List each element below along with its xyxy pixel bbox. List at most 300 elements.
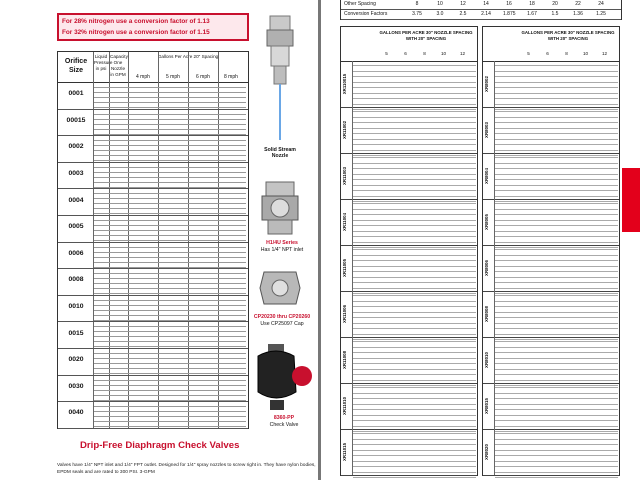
value-line [495, 349, 618, 353]
value-line [495, 147, 618, 151]
check-valve-image [252, 342, 314, 412]
value-line [353, 68, 476, 72]
value-line [495, 176, 618, 180]
value-lines [94, 403, 246, 426]
value-lines [495, 246, 618, 290]
value-line [94, 360, 246, 364]
spacing-conversion-strip [340, 0, 622, 20]
speed-col: 8 [565, 51, 568, 56]
value-line [94, 94, 246, 98]
value-line [353, 130, 476, 134]
nozzle-group [341, 61, 477, 108]
value-line [495, 141, 618, 145]
orifice-size-label: 0010 [68, 303, 84, 311]
value-lines [353, 292, 476, 336]
value-line [495, 344, 618, 348]
value-line [353, 222, 476, 226]
value-line [495, 452, 618, 456]
value-line [353, 436, 476, 440]
nozzle-group-label: XR11008 [342, 350, 347, 370]
notice-line-2: For 32% nitrogen use a conversion factor of 1.15 [62, 29, 210, 36]
value-line [495, 371, 618, 375]
value-line [353, 246, 476, 250]
nozzle-group [341, 199, 477, 246]
value-line [495, 193, 618, 197]
value-line [94, 89, 246, 93]
value-line [94, 307, 246, 311]
value-line [353, 412, 476, 416]
value-line [353, 154, 476, 158]
value-line [353, 228, 476, 232]
value-line [94, 275, 246, 279]
hu-series-nozzle-image [258, 180, 302, 238]
value-line [94, 377, 246, 381]
value-line [495, 119, 618, 123]
strip-value: 1.67 [527, 11, 537, 17]
col-orifice-size: Orifice Size [64, 58, 88, 74]
value-lines [495, 338, 618, 382]
orifice-size-label: 0020 [68, 356, 84, 364]
value-line [495, 377, 618, 381]
value-line [353, 119, 476, 123]
value-lines [94, 164, 246, 187]
value-line [495, 130, 618, 134]
speed-columns [519, 51, 617, 56]
nozzle-group-label-cell [483, 245, 495, 291]
nozzle-group-label-cell [483, 337, 495, 383]
hu-series-title: H1/4U Series [266, 240, 298, 246]
value-line [94, 131, 246, 135]
value-line [94, 387, 246, 391]
value-line [495, 108, 618, 112]
nozzle-group-label-cell [341, 153, 353, 199]
column-separator [318, 0, 321, 480]
nozzle-group-label-cell [341, 245, 353, 291]
nozzle-group-label-cell [483, 383, 495, 429]
value-line [495, 90, 618, 94]
nozzle-group-label: XR11006 [342, 304, 347, 324]
notice-line-1: For 28% nitrogen use a conversion factor of 1.13 [62, 18, 210, 25]
value-line [94, 174, 246, 178]
value-line [353, 200, 476, 204]
nozzle-group-label: XR8010 [484, 352, 489, 368]
nozzle-group-label-cell [341, 291, 353, 337]
sub-col-3: 6 mph [196, 74, 210, 80]
value-line [495, 390, 618, 394]
value-line [94, 217, 246, 221]
value-line [353, 62, 476, 66]
nozzle-group-label-cell [341, 199, 353, 245]
value-line [495, 309, 618, 313]
value-line [353, 136, 476, 140]
value-line [495, 395, 618, 399]
value-line [495, 252, 618, 256]
solid-stream-caption: Solid Stream Nozzle [264, 147, 296, 159]
value-line [94, 111, 246, 115]
value-line [353, 349, 476, 353]
orifice-size-label: 0030 [68, 382, 84, 390]
value-line [94, 392, 246, 396]
value-line [94, 413, 246, 417]
value-line [94, 403, 246, 407]
value-line [353, 395, 476, 399]
value-line [94, 280, 246, 284]
value-lines [94, 137, 246, 160]
value-line [353, 325, 476, 329]
value-line [353, 360, 476, 364]
value-lines [495, 292, 618, 336]
value-lines [94, 190, 246, 213]
nozzle-group-label: XR8008 [484, 306, 489, 322]
value-lines [495, 62, 618, 106]
value-line [353, 125, 476, 129]
value-line [94, 157, 246, 161]
value-line [495, 222, 618, 226]
solid-stream-nozzle-image [257, 12, 303, 142]
value-line [353, 239, 476, 243]
value-line [94, 355, 246, 359]
value-line [495, 412, 618, 416]
orifice-row [58, 162, 248, 190]
value-line [94, 333, 246, 337]
value-line [94, 382, 246, 386]
value-line [94, 317, 246, 321]
gpa-header: GALLONS PER ACRE 30" NOZZLE SPACING WITH 20" SPACING [521, 30, 615, 41]
value-line [495, 279, 618, 283]
value-line [495, 246, 618, 250]
check-valves-description: Valves have 1/4" NPT inlet and 1/4" FPT outlet. Designed for 1/4" spray nozzles to screw right in. They have nylon bodies, EPDM seals and are rated to 300 PSI. 3-GPM [57, 463, 316, 475]
value-line [353, 423, 476, 427]
speed-col: 6 [404, 51, 407, 56]
conversion-factors-label: Conversion Factors [344, 11, 388, 17]
sub-col-4: 8 mph [224, 74, 238, 80]
value-line [94, 99, 246, 103]
value-line [94, 195, 246, 199]
orifice-row [58, 321, 248, 349]
value-line [353, 371, 476, 375]
value-line [94, 338, 246, 342]
nozzle-group-label: XR11003 [342, 166, 347, 186]
orifice-size-label: 0005 [68, 223, 84, 231]
value-line [353, 355, 476, 359]
col-capacity: Capacity One Nozzle in GPM [110, 54, 128, 77]
value-line [94, 205, 246, 209]
value-line [495, 114, 618, 118]
value-line [94, 184, 246, 188]
speed-col: 10 [582, 51, 589, 56]
value-line [94, 190, 246, 194]
value-line [353, 165, 476, 169]
strip-value: 22 [575, 1, 581, 7]
value-lines [94, 270, 246, 293]
strip-value: 20 [552, 1, 558, 7]
value-lines [94, 350, 246, 373]
orifice-size-label: 0002 [68, 143, 84, 151]
nozzle-group [483, 61, 619, 108]
value-line [495, 101, 618, 105]
value-line [495, 441, 618, 445]
orifice-size-label: 0001 [68, 90, 84, 98]
value-line [94, 121, 246, 125]
value-line [353, 279, 476, 283]
strip-value: 1.36 [573, 11, 583, 17]
value-line [353, 292, 476, 296]
value-line [94, 222, 246, 226]
value-line [94, 164, 246, 168]
orifice-row [58, 268, 248, 296]
value-line [495, 314, 618, 318]
value-line [353, 447, 476, 451]
value-line [94, 302, 246, 306]
value-line [353, 171, 476, 175]
value-line [353, 95, 476, 99]
orifice-size-label: 0004 [68, 196, 84, 204]
nozzle-table-left [340, 26, 478, 476]
nozzle-group-label: XR8015 [484, 398, 489, 414]
value-line [353, 193, 476, 197]
speed-col: 5 [385, 51, 388, 56]
value-line [495, 160, 618, 164]
orifice-size-table [57, 51, 249, 429]
nozzle-group-label-cell [483, 291, 495, 337]
value-line [495, 62, 618, 66]
value-line [353, 314, 476, 318]
strip-value: 2.5 [459, 11, 467, 17]
value-line [495, 187, 618, 191]
value-lines [353, 430, 476, 474]
value-line [94, 350, 246, 354]
value-line [353, 298, 476, 302]
orifice-size-label: 0006 [68, 249, 84, 257]
orifice-size-label: 0015 [68, 329, 84, 337]
value-line [495, 406, 618, 410]
nozzle-group-label-cell [483, 61, 495, 107]
value-line [94, 297, 246, 301]
value-line [495, 285, 618, 289]
value-line [495, 206, 618, 210]
nozzle-group-label: XR11010 [342, 396, 347, 416]
orifice-row [58, 375, 248, 403]
value-line [94, 259, 246, 263]
nozzle-group-label: XR8020 [484, 444, 489, 460]
value-line [353, 73, 476, 77]
value-line [94, 290, 246, 294]
nozzle-group [341, 153, 477, 200]
value-line [495, 217, 618, 221]
nozzle-group-label: XR8005 [484, 214, 489, 230]
value-lines [353, 108, 476, 152]
value-line [353, 390, 476, 394]
speed-col: 6 [546, 51, 549, 56]
strip-value: 3.0 [436, 11, 444, 17]
nozzle-group-label: XR11002 [342, 120, 347, 140]
nozzle-group-label-cell [341, 429, 353, 475]
nozzle-group-label: XR8006 [484, 260, 489, 276]
value-lines [495, 108, 618, 152]
value-line [94, 249, 246, 253]
value-line [353, 344, 476, 348]
value-line [353, 417, 476, 421]
value-line [353, 285, 476, 289]
value-line [495, 401, 618, 405]
speed-col: 8 [423, 51, 426, 56]
strip-value: 18 [529, 1, 535, 7]
value-line [94, 408, 246, 412]
nozzle-group [341, 291, 477, 338]
orifice-size-label: 0003 [68, 170, 84, 178]
value-line [353, 338, 476, 342]
value-lines [94, 217, 246, 240]
speed-columns [377, 51, 475, 56]
value-lines [353, 62, 476, 106]
value-line [94, 237, 246, 241]
value-lines [495, 430, 618, 474]
value-line [94, 244, 246, 248]
value-lines [94, 297, 246, 320]
nozzle-group-label-cell [341, 383, 353, 429]
value-line [495, 331, 618, 335]
nozzle-group-label-cell [483, 107, 495, 153]
value-line [94, 210, 246, 214]
value-line [353, 263, 476, 267]
value-line [495, 154, 618, 158]
orifice-size-label: 0040 [68, 409, 84, 417]
value-line [353, 303, 476, 307]
value-line [94, 227, 246, 231]
value-line [94, 142, 246, 146]
speed-col: 12 [459, 51, 466, 56]
value-line [94, 137, 246, 141]
strip-value: 16 [506, 1, 512, 7]
strip-value: 1.875 [503, 11, 516, 17]
nozzle-group [483, 199, 619, 246]
value-line [495, 200, 618, 204]
nozzle-group-label: XR11015 [342, 442, 347, 462]
value-lines [353, 154, 476, 198]
value-line [353, 452, 476, 456]
value-line [94, 116, 246, 120]
nozzle-group [483, 107, 619, 154]
nozzle-group-label: XR11004 [342, 212, 347, 232]
value-lines [353, 338, 476, 382]
value-line [353, 268, 476, 272]
orifice-row [58, 109, 248, 137]
strip-value: 1.25 [596, 11, 606, 17]
check-valve-code: 8360-PP [273, 415, 295, 421]
strip-value: 3.75 [412, 11, 422, 17]
value-line [353, 441, 476, 445]
value-line [495, 423, 618, 427]
value-line [495, 474, 618, 478]
value-line [353, 114, 476, 118]
value-line [495, 292, 618, 296]
value-line [353, 187, 476, 191]
value-line [353, 79, 476, 83]
orifice-row [58, 242, 248, 270]
nozzle-group [341, 337, 477, 384]
value-line [94, 152, 246, 156]
cp-nozzle-image [258, 268, 302, 308]
value-line [353, 463, 476, 467]
value-line [94, 397, 246, 401]
nozzle-group-label: XR8002 [484, 76, 489, 92]
value-line [353, 141, 476, 145]
orifice-row [58, 188, 248, 216]
value-line [353, 252, 476, 256]
value-line [353, 217, 476, 221]
value-line [353, 430, 476, 434]
nozzle-group [341, 429, 477, 476]
value-line [495, 298, 618, 302]
strip-value: 24 [598, 1, 604, 7]
value-line [94, 323, 246, 327]
value-line [353, 206, 476, 210]
nozzle-group [483, 153, 619, 200]
value-line [94, 200, 246, 204]
value-line [495, 303, 618, 307]
gpa-header: GALLONS PER ACRE 30" NOZZLE SPACING WITH 20" SPACING [379, 30, 473, 41]
value-line [353, 101, 476, 105]
value-line [495, 268, 618, 272]
value-line [353, 331, 476, 335]
value-lines [495, 200, 618, 244]
value-line [353, 84, 476, 88]
value-line [495, 469, 618, 473]
strip-value: 10 [437, 1, 443, 7]
value-line [353, 366, 476, 370]
value-lines [495, 154, 618, 198]
nozzle-table-header [483, 27, 619, 62]
value-lines [94, 323, 246, 346]
nozzle-table-right [482, 26, 620, 476]
orifice-table-header [58, 52, 248, 83]
value-line [495, 274, 618, 278]
value-line [495, 125, 618, 129]
value-lines [353, 384, 476, 428]
value-line [353, 108, 476, 112]
value-line [495, 320, 618, 324]
value-line [495, 84, 618, 88]
value-line [94, 418, 246, 422]
value-line [353, 406, 476, 410]
value-line [353, 257, 476, 261]
value-line [353, 458, 476, 462]
nozzle-group [483, 337, 619, 384]
value-line [94, 285, 246, 289]
value-line [495, 436, 618, 440]
speed-col: 12 [601, 51, 608, 56]
check-valve-desc: Check Valve [269, 422, 299, 428]
value-line [94, 147, 246, 151]
value-line [353, 474, 476, 478]
nozzle-group [483, 245, 619, 292]
nozzle-group [341, 107, 477, 154]
nozzle-group-label-cell [341, 61, 353, 107]
value-line [94, 370, 246, 374]
value-line [353, 176, 476, 180]
strip-value: 8 [415, 1, 419, 7]
value-line [495, 338, 618, 342]
value-line [353, 377, 476, 381]
nozzle-group-label: XR8003 [484, 122, 489, 138]
orifice-row [58, 401, 248, 429]
value-line [94, 179, 246, 183]
value-line [495, 233, 618, 237]
value-line [495, 355, 618, 359]
value-line [353, 469, 476, 473]
value-line [353, 182, 476, 186]
value-line [495, 430, 618, 434]
